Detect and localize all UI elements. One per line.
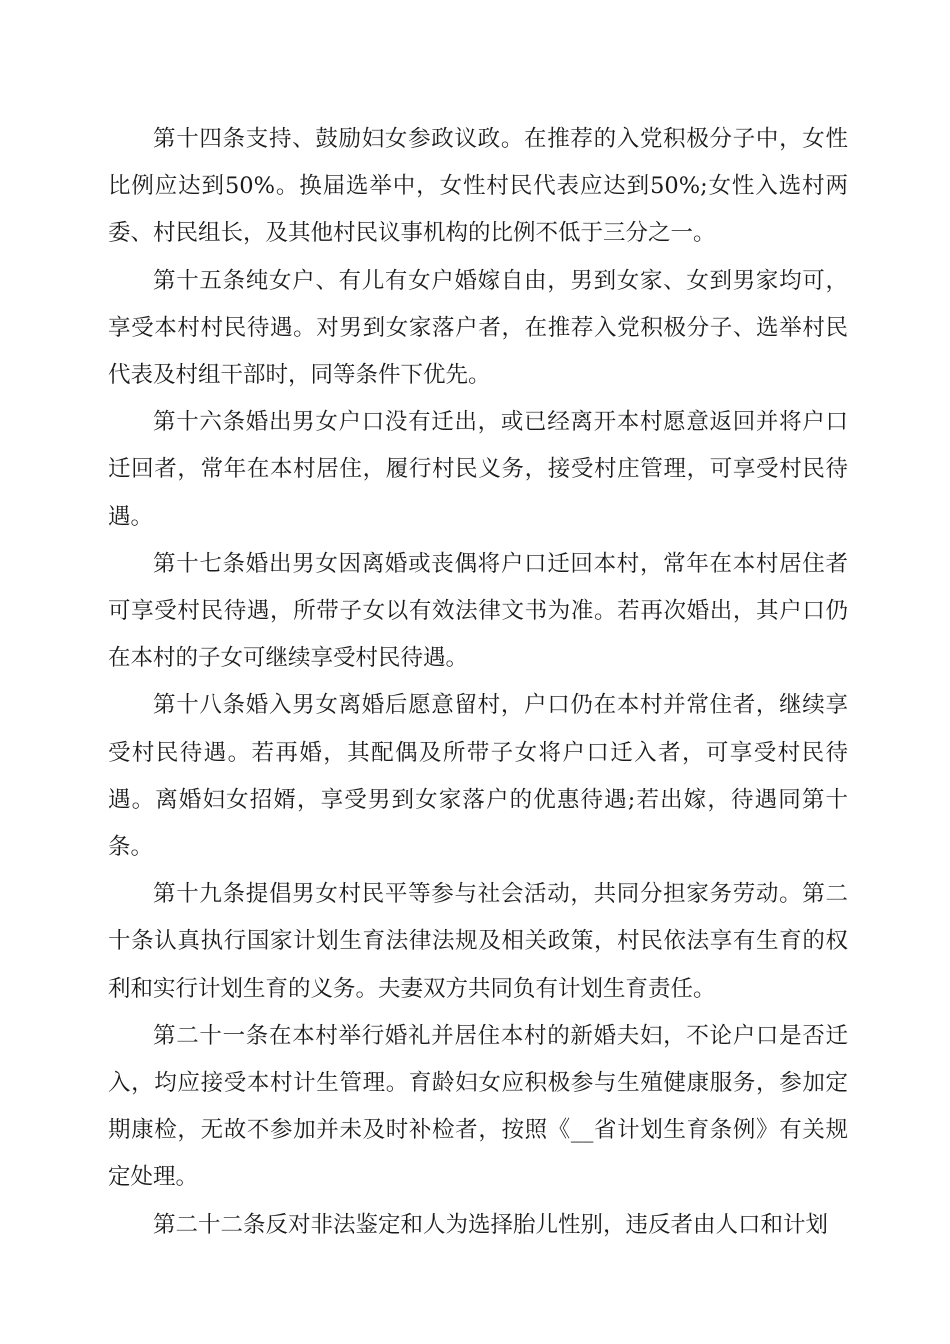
- paragraph-article-18: 第十八条婚入男女离婚后愿意留村，户口仍在本村并常住者，继续享受村民待遇。若再婚，其配偶及所带子女将户口迁入者，可享受村民待遇。离婚妇女招婿，享受男到女家落户的优惠待遇;若出嫁，待遇同第十条。: [108, 692, 848, 861]
- paragraph-article-16: 第十六条婚出男女户口没有迁出，或已经离开本村愿意返回并将户口迁回者，常年在本村居住，履行村民义务，接受村庄管理，可享受村民待遇。: [108, 409, 848, 530]
- document-body: [108, 116, 848, 1249]
- paragraph-article-17: 第十七条婚出男女因离婚或丧偶将户口迁回本村，常年在本村居住者可享受村民待遇，所带子女以有效法律文书为准。若再次婚出，其户口仍在本村的子女可继续享受村民待遇。: [108, 550, 848, 672]
- paragraph-article-19-20: 第十九条提倡男女村民平等参与社会活动，共同分担家务劳动。第二十条认真执行国家计划生育法律法规及相关政策，村民依法享有生育的权利和实行计划生育的义务。夫妻双方共同负有计划生育责任。: [108, 881, 848, 1002]
- paragraph-article-21: 第二十一条在本村举行婚礼并居住本村的新婚夫妇，不论户口是否迁入，均应接受本村计生管理。育龄妇女应积极参与生殖健康服务，参加定期康检，无故不参加并未及时补检者，按照《__省计划生育条例》有关规定处理。: [108, 1022, 848, 1191]
- paragraph-article-22: 第二十二条反对非法鉴定和人为选择胎儿性别，违反者由人口和计划: [153, 1211, 829, 1238]
- paragraph-article-14: 第十四条支持、鼓励妇女参政议政。在推荐的入党积极分子中，女性比例应达到50%。换届选举中，女性村民代表应达到50%;女性入选村两委、村民组长，及其他村民议事机构的比例不低于三分之一。: [108, 126, 848, 247]
- paragraph-article-15: 第十五条纯女户、有儿有女户婚嫁自由，男到女家、女到男家均可，享受本村村民待遇。对男到女家落户者，在推荐入党积极分子、选举村民代表及村组干部时，同等条件下优先。: [108, 267, 848, 389]
